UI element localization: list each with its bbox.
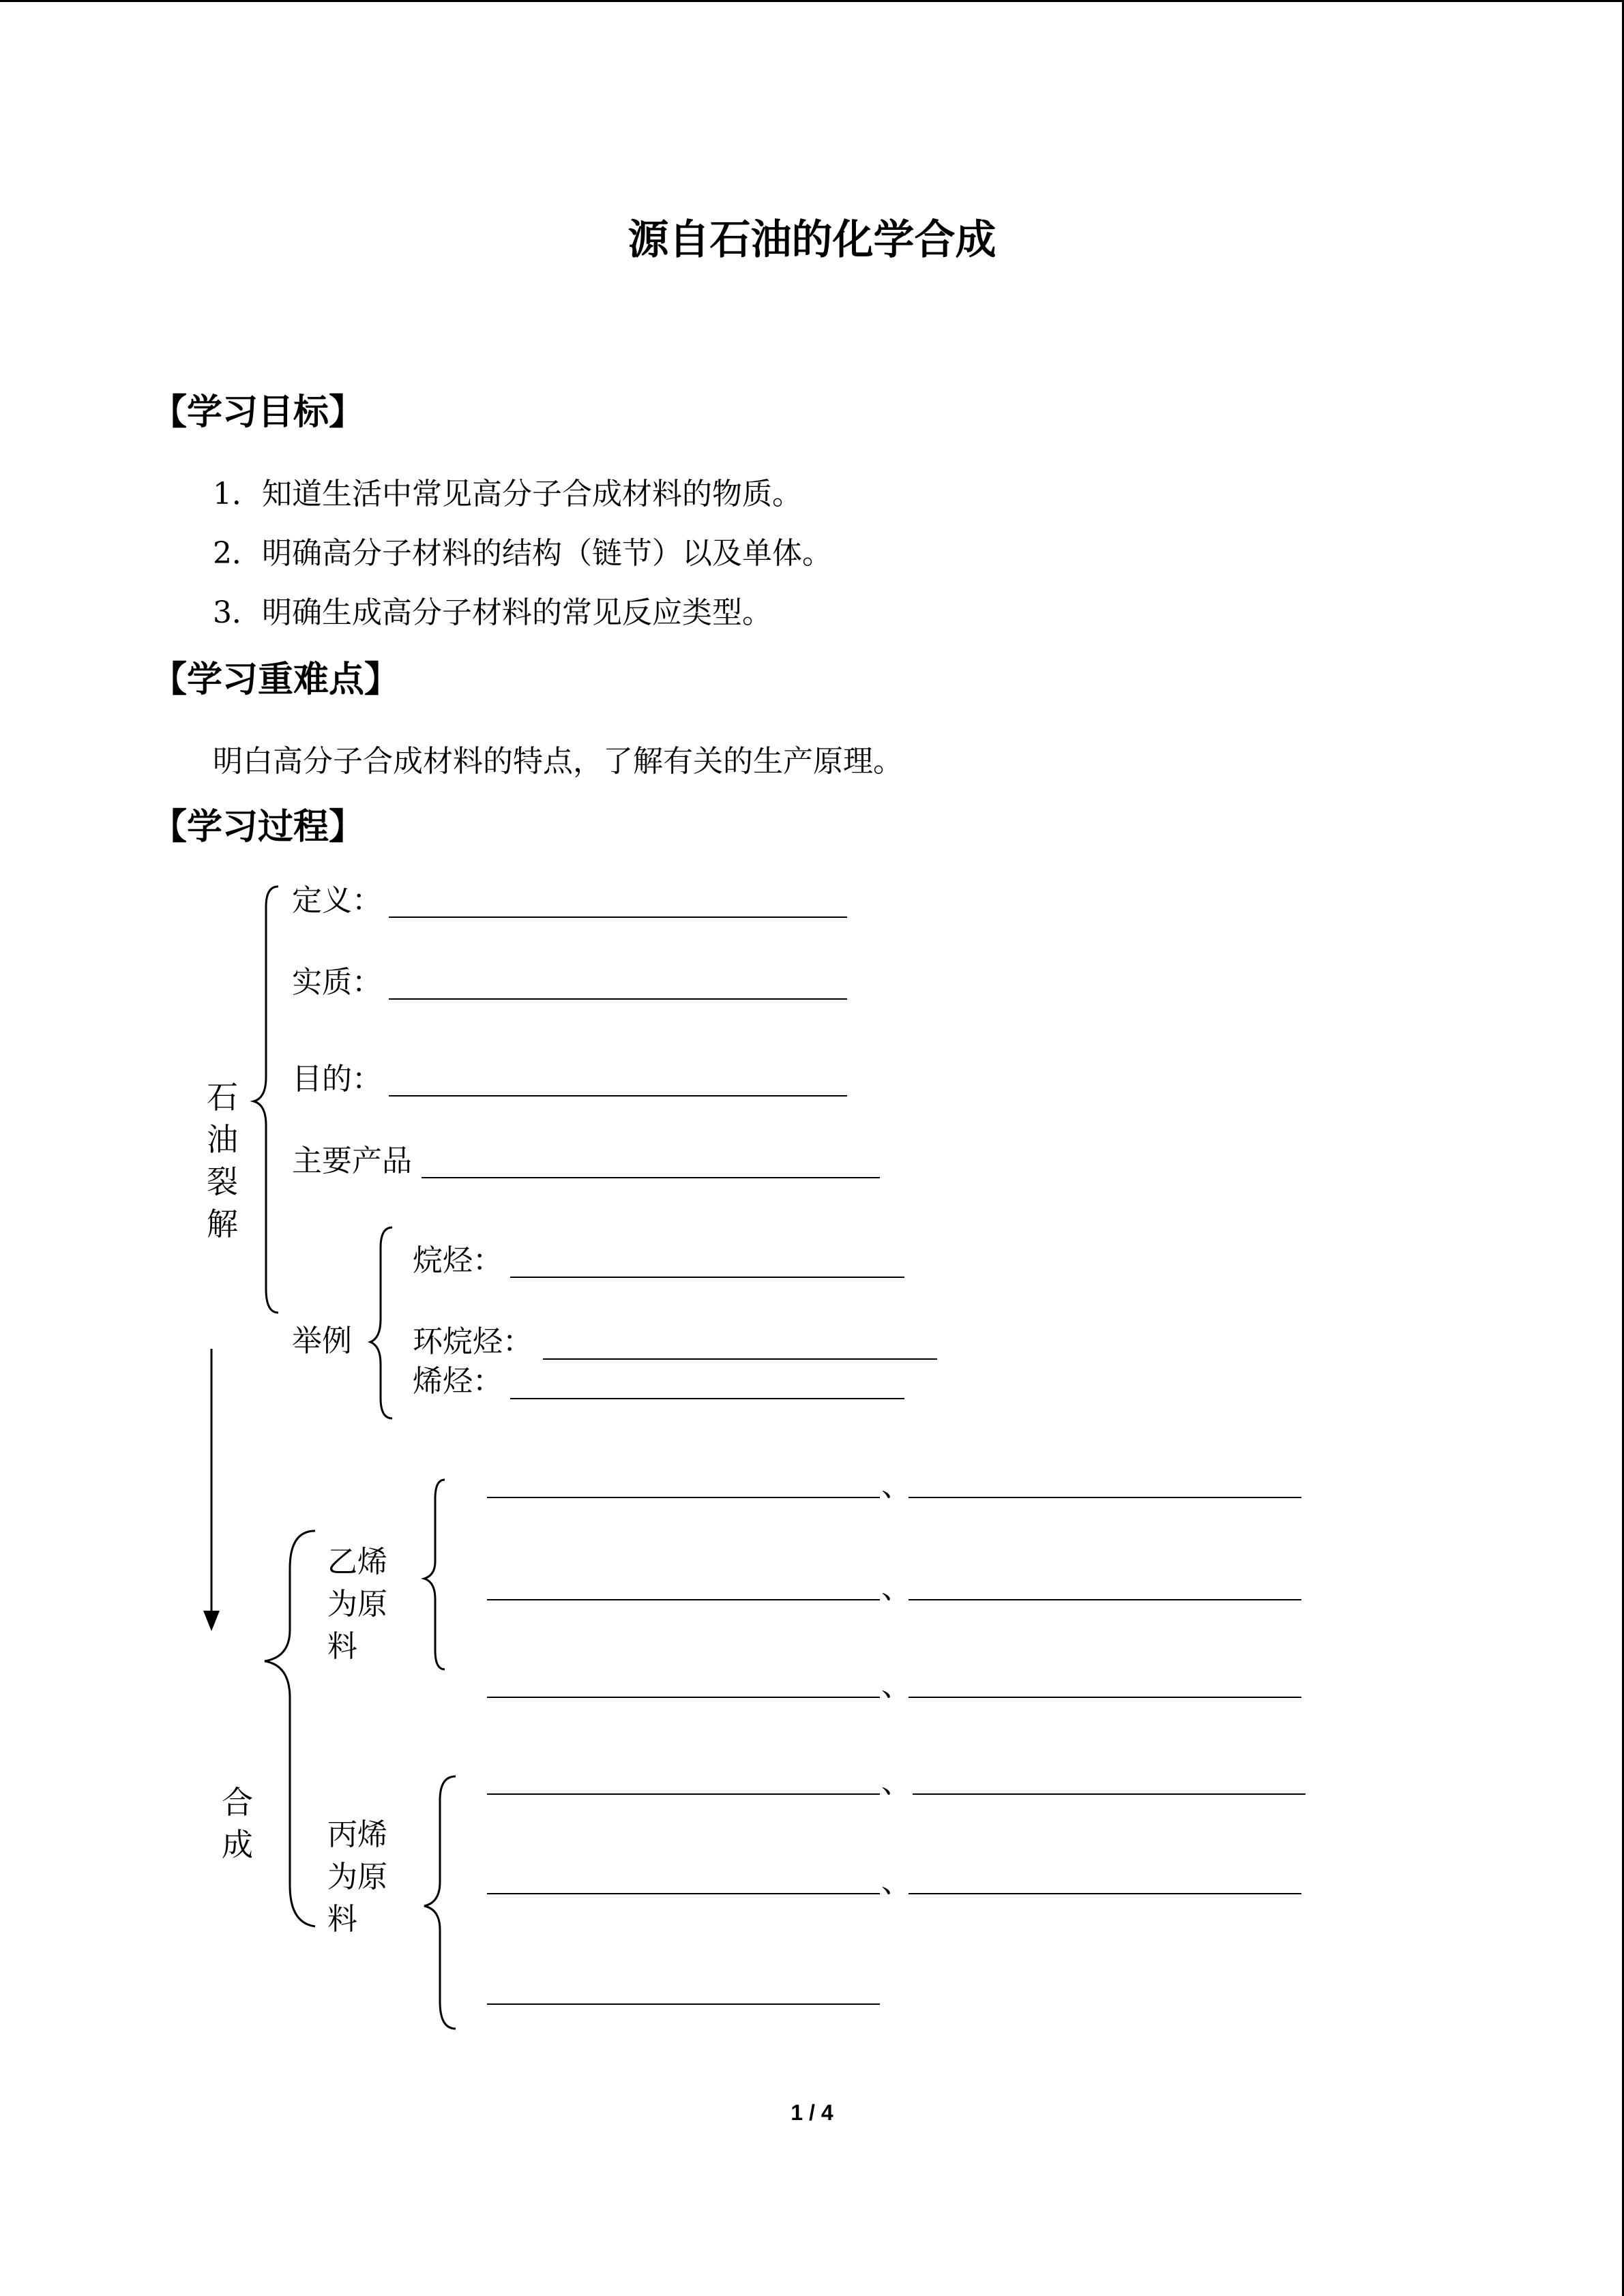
- cracking-label-char-4: 解: [207, 1206, 238, 1242]
- objective-item-1: 1．知道生活中常见高分子合成材料的物质。: [213, 477, 802, 511]
- ethylene-blank-3b[interactable]: [909, 1697, 1301, 1698]
- propylene-brace: [424, 1776, 456, 2029]
- ethylene-label-line-2: 为原: [327, 1587, 387, 1622]
- propylene-blank-1b[interactable]: [913, 1793, 1305, 1795]
- arrow-head: [203, 1611, 220, 1631]
- ethylene-blank-2a[interactable]: [487, 1599, 880, 1600]
- propylene-label-line-3: 料: [327, 1902, 357, 1937]
- ethylene-label-line-3: 料: [327, 1629, 357, 1664]
- alkene-blank[interactable]: [510, 1398, 904, 1399]
- main-products-label: 主要产品: [292, 1144, 412, 1178]
- objectives-heading: 【学习目标】: [151, 392, 365, 433]
- ethylene-blank-3a[interactable]: [487, 1697, 880, 1698]
- propylene-blank-2a[interactable]: [487, 1893, 880, 1894]
- alkane-blank[interactable]: [510, 1277, 904, 1278]
- objective-item-3: 3．明确生成高分子材料的常见反应类型。: [213, 595, 772, 630]
- essence-blank[interactable]: [389, 998, 847, 1000]
- cracking-label-char-2: 油: [207, 1121, 238, 1158]
- cracking-label-char-1: 石: [207, 1079, 238, 1116]
- objective-item-2: 2．明确高分子材料的结构（链节）以及单体。: [213, 536, 832, 571]
- propylene-separator-2: 、: [881, 1864, 911, 1899]
- essence-label: 实质：: [292, 965, 382, 1000]
- ethylene-blank-1a[interactable]: [487, 1497, 880, 1498]
- alkane-label: 烷烃：: [413, 1243, 503, 1278]
- ethylene-blank-2b[interactable]: [909, 1599, 1301, 1600]
- key-points-text: 明白高分子合成材料的特点，了解有关的生产原理。: [213, 744, 903, 779]
- definition-blank[interactable]: [389, 916, 847, 918]
- cracking-brace: [254, 886, 278, 1313]
- synthesis-label-char-1: 合: [222, 1784, 253, 1821]
- synthesis-brace: [265, 1531, 315, 1926]
- propylene-separator-1: 、: [881, 1765, 911, 1800]
- page-title: 源自石油的化学合成: [628, 216, 996, 264]
- purpose-blank[interactable]: [389, 1095, 847, 1097]
- cycloalkane-blank[interactable]: [543, 1358, 937, 1360]
- examples-brace: [370, 1227, 392, 1418]
- propylene-label-line-1: 丙烯: [327, 1817, 387, 1852]
- cycloalkane-label: 环烷烃：: [413, 1324, 533, 1359]
- process-heading: 【学习过程】: [151, 807, 365, 848]
- key-points-heading: 【学习重难点】: [151, 659, 400, 700]
- synthesis-label-char-2: 成: [222, 1826, 253, 1863]
- examples-label: 举例: [292, 1324, 352, 1358]
- alkene-label: 烯烃：: [413, 1364, 503, 1399]
- ethylene-blank-1b[interactable]: [909, 1497, 1301, 1498]
- cracking-label-char-3: 裂: [207, 1163, 238, 1200]
- propylene-blank-1a[interactable]: [487, 1793, 880, 1795]
- page-number: 1 / 4: [791, 2100, 833, 2125]
- main-products-blank[interactable]: [422, 1177, 880, 1178]
- propylene-blank-3a[interactable]: [487, 2003, 880, 2005]
- ethylene-label-line-1: 乙烯: [327, 1545, 387, 1579]
- propylene-label-line-2: 为原: [327, 1860, 387, 1894]
- ethylene-brace: [424, 1480, 445, 1669]
- ethylene-separator-2: 、: [881, 1570, 911, 1605]
- propylene-blank-2b[interactable]: [909, 1893, 1301, 1894]
- ethylene-separator-3: 、: [881, 1668, 911, 1703]
- definition-label: 定义：: [292, 883, 382, 918]
- ethylene-separator-1: 、: [881, 1468, 911, 1503]
- purpose-label: 目的：: [292, 1062, 382, 1097]
